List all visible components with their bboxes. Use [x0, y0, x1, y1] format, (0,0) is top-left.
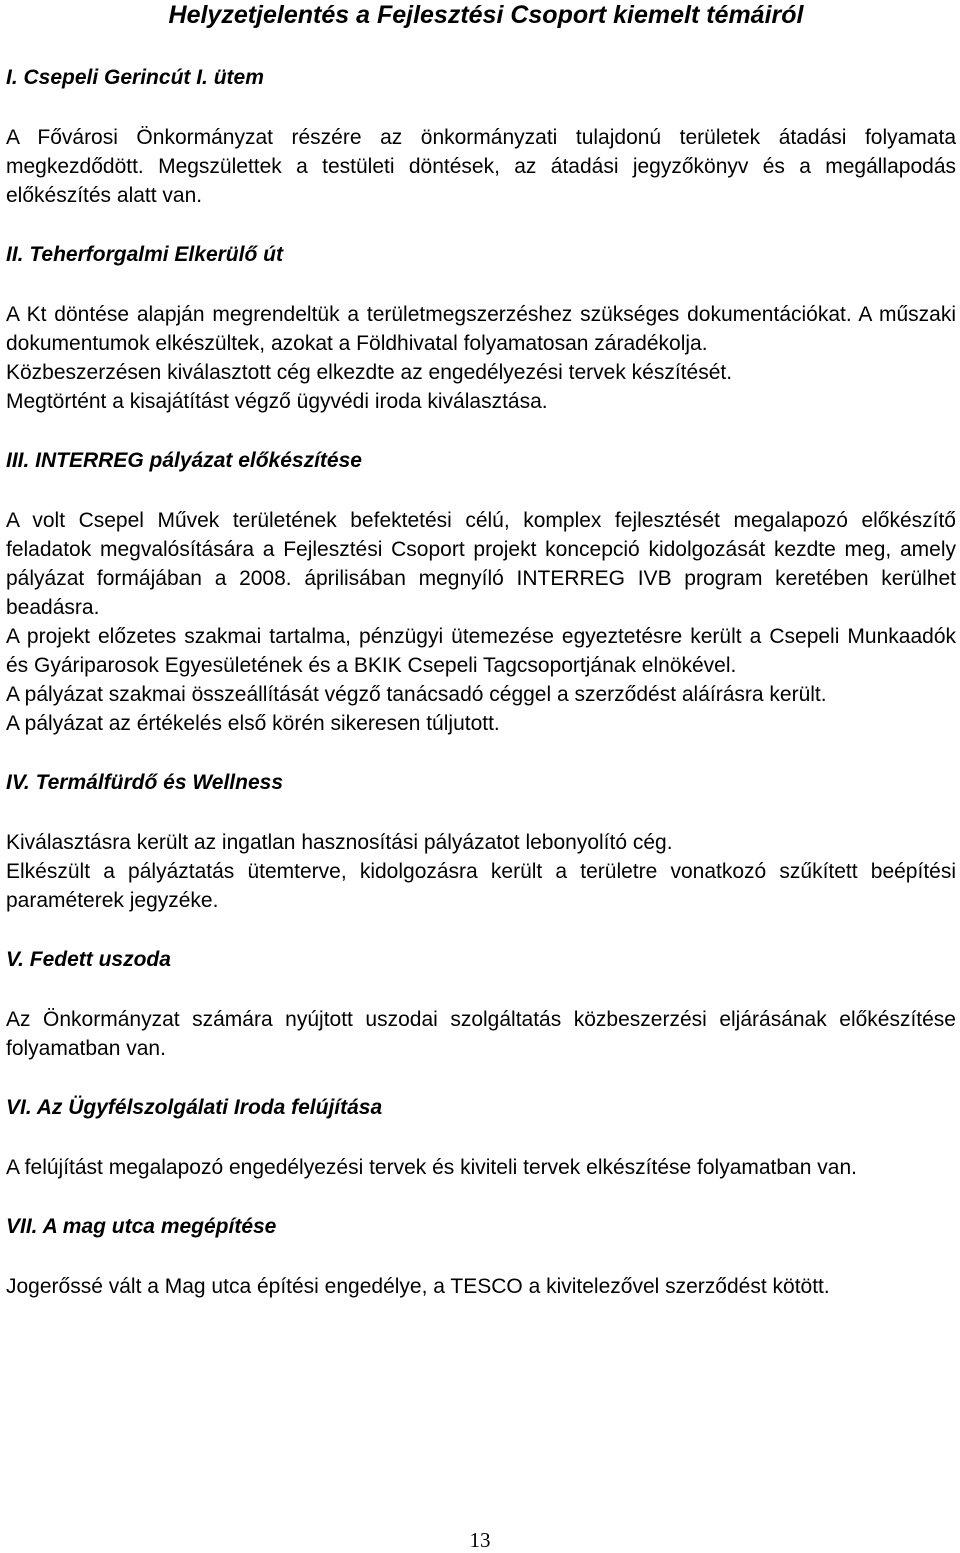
section-paragraph: Az Önkormányzat számára nyújtott uszodai szolgáltatás közbeszerzési eljárásának előkészítése folyamatban van.: [6, 1008, 956, 1060]
section-interreg-palyazat: [6, 447, 956, 738]
section-paragraph: A projekt előzetes szakmai tartalma, pénzügyi ütemezése egyeztetésre került a Csepeli Munkaadók és Gyáriparosok Egyesületének és a BKIK Csepeli Tagcsoportjának elnökével.: [6, 625, 956, 677]
section-paragraph: A volt Csepel Művek területének befektetési célú, komplex fejlesztését megalapozó előkészítő feladatok megvalósítására a Fejlesztési Csoport projekt koncepció kidolgozását kezdte meg, amely pályázat formájában a 2008. áprilisában megnyíló INTERREG IVB program keretében kerülhet beadásra.: [6, 509, 956, 619]
page-number: 13: [469, 1528, 491, 1552]
section-paragraph: A pályázat az értékelés első körén sikeresen túljutott.: [6, 712, 500, 735]
section-heading: I. Csepeli Gerincút I. ütem: [6, 66, 264, 89]
section-paragraph: A pályázat szakmai összeállítását végző tanácsadó céggel a szerződést aláírásra került.: [6, 683, 827, 706]
section-paragraph: A Kt döntése alapján megrendeltük a területmegszerzéshez szükséges dokumentációkat. A műszaki dokumentumok elkészültek, azokat a Földhivatal folyamatosan záradékolja.: [6, 303, 956, 355]
spacer: [6, 30, 956, 64]
section-teherforgalmi-elkerulo-ut: [6, 241, 956, 416]
section-paragraph: Kiválasztásra került az ingatlan hasznosítási pályázatot lebonyolító cég.: [6, 831, 673, 854]
section-paragraph: A felújítást megalapozó engedélyezési tervek és kiviteli tervek elkészítése folyamatban van.: [6, 1156, 857, 1179]
section-heading: VI. Az Ügyfélszolgálati Iroda felújítása: [6, 1096, 383, 1119]
section-heading: II. Teherforgalmi Elkerülő út: [6, 243, 283, 266]
section-paragraph: Jogerőssé vált a Mag utca építési engedélye, a TESCO a kivitelezővel szerződést kötött.: [6, 1275, 830, 1298]
section-termalfurdo-wellness: [6, 769, 956, 915]
section-paragraph: Közbeszerzésen kiválasztott cég elkezdte az engedélyezési tervek készítését.: [6, 361, 733, 384]
section-fedett-uszoda: [6, 946, 956, 1063]
section-heading: V. Fedett uszoda: [6, 948, 171, 971]
document-title: Helyzetjelentés a Fejlesztési Csoport kiemelt témáiról: [168, 1, 804, 29]
section-paragraph: Elkészült a pályáztatás ütemterve, kidolgozásra került a területre vonatkozó szűkített beépítési paraméterek jegyzéke.: [6, 860, 956, 912]
section-csepeli-gerincut: [6, 64, 956, 210]
document-page: [6, 0, 956, 1301]
section-mag-utca: [6, 1213, 956, 1301]
section-ugyfelszolgalati-iroda: [6, 1094, 956, 1182]
section-heading: IV. Termálfürdő és Wellness: [6, 771, 283, 794]
section-paragraph: A Fővárosi Önkormányzat részére az önkormányzati tulajdonú területek átadási folyamata megkezdődött. Megszülettek a testületi döntések, az átadási jegyzőkönyv és a megállapodás előkészítés alatt van.: [6, 126, 956, 207]
section-paragraph: Megtörtént a kisajátítást végző ügyvédi iroda kiválasztása.: [6, 390, 548, 413]
section-heading: VII. A mag utca megépítése: [6, 1215, 277, 1238]
section-heading: III. INTERREG pályázat előkészítése: [6, 449, 362, 472]
